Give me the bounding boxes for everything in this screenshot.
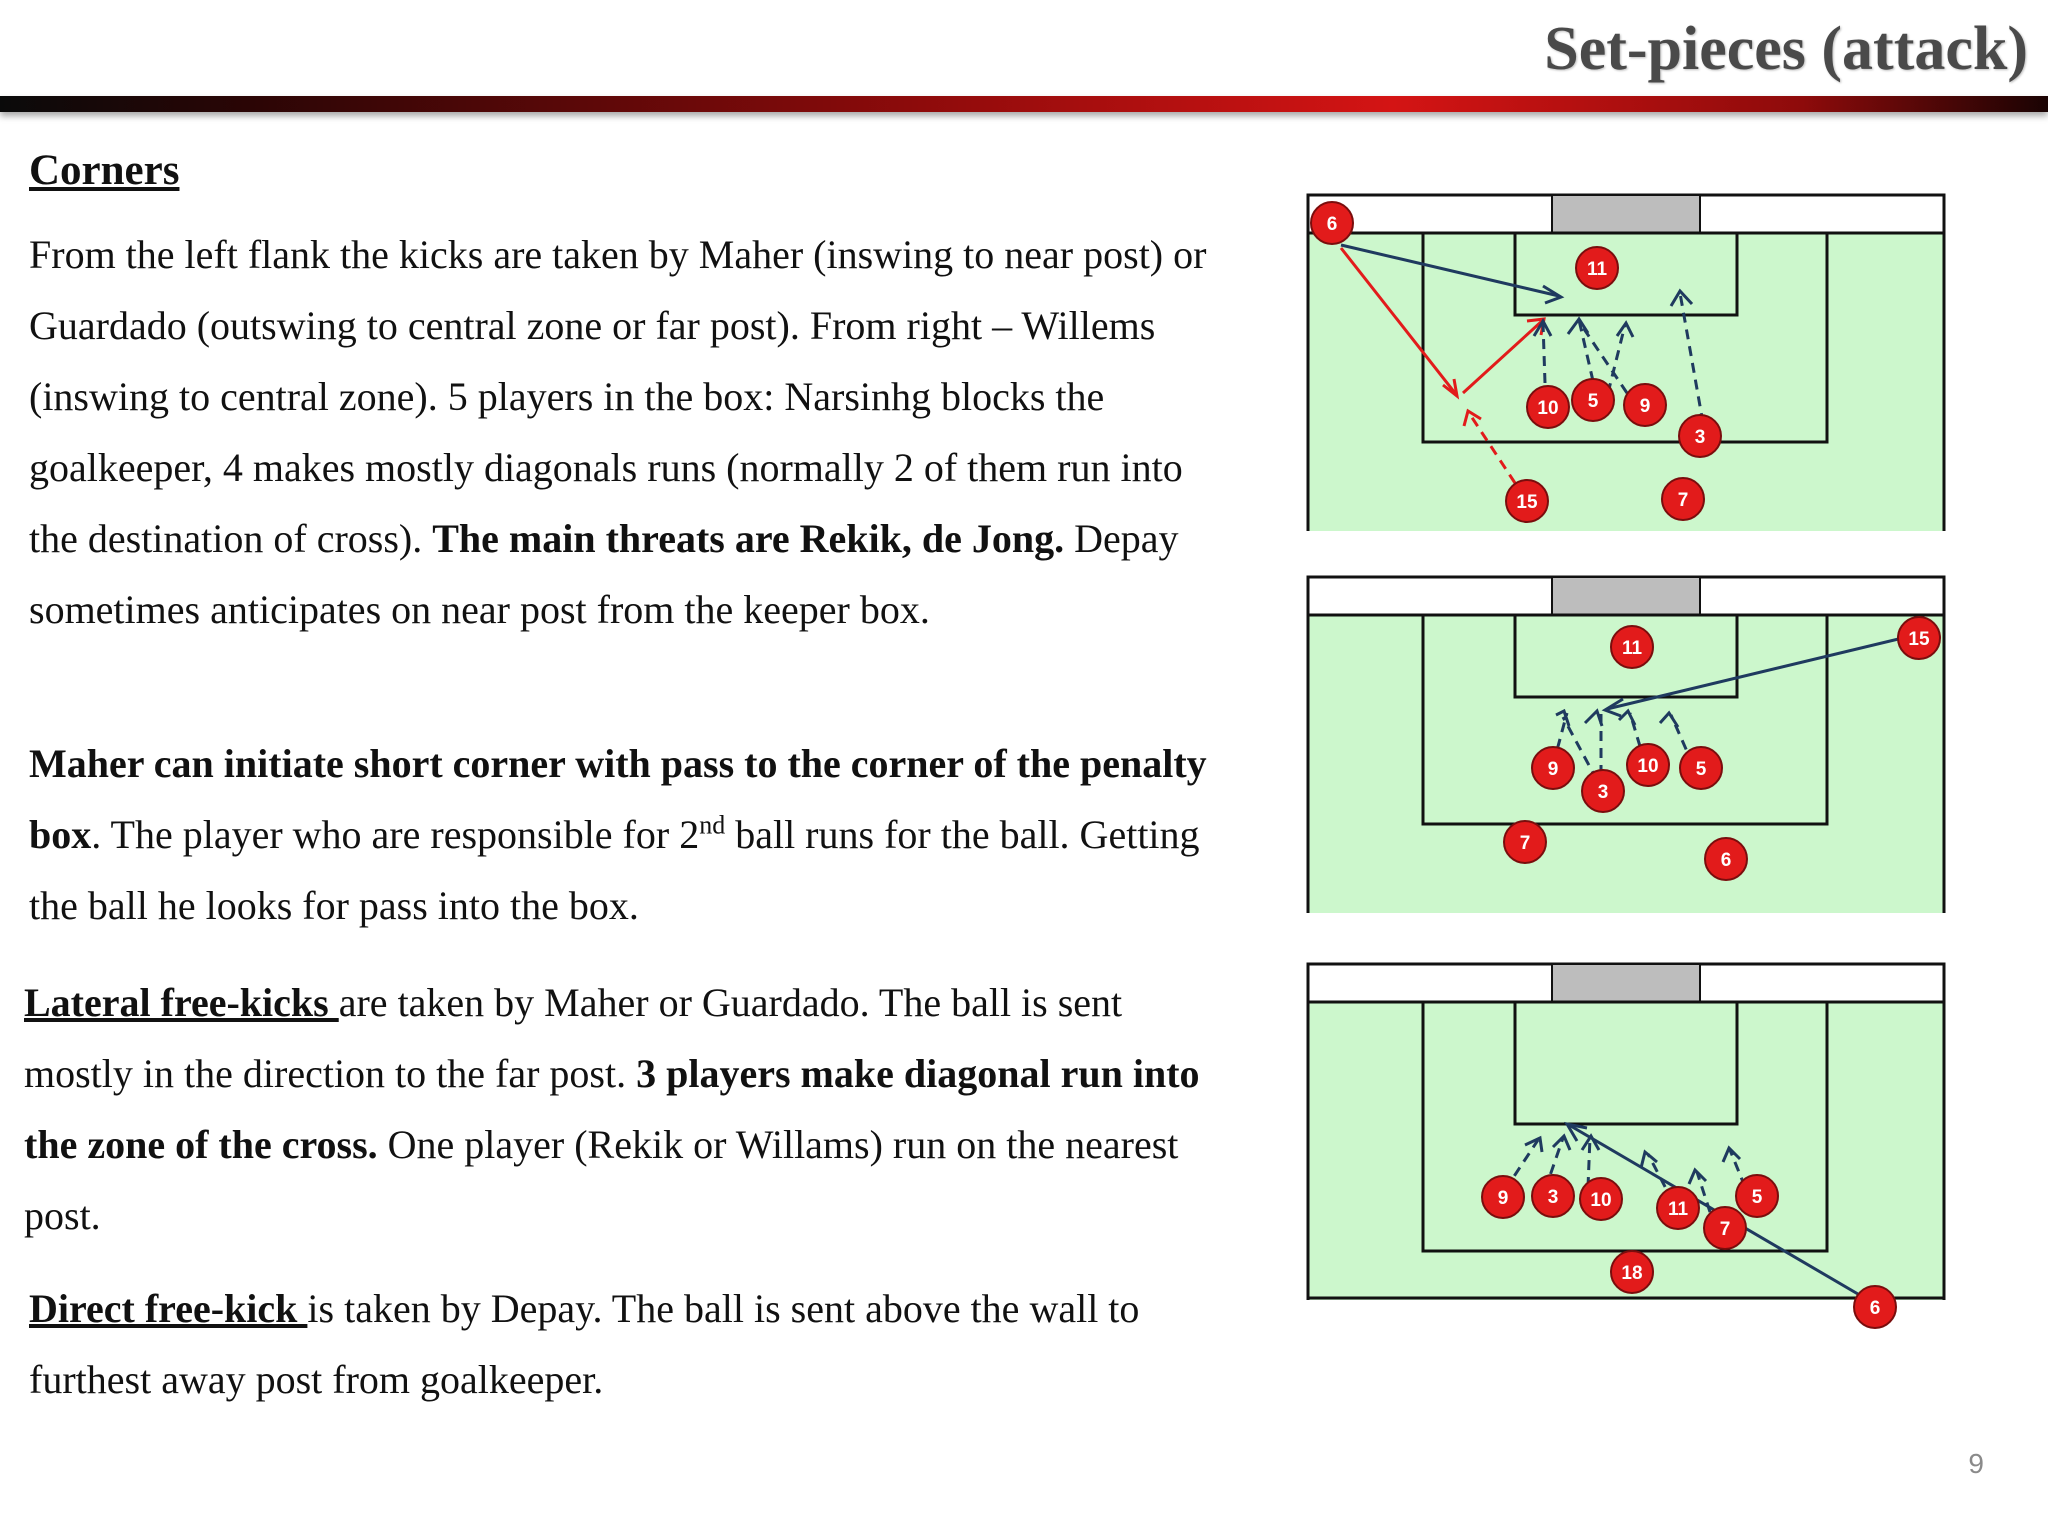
corner-from-left-svg <box>1305 193 1945 531</box>
corner-from-right-svg <box>1305 575 1945 913</box>
svg-text:7: 7 <box>1719 1219 1731 1240</box>
svg-text:5: 5 <box>1751 1187 1763 1208</box>
lateral-free-kick-paragraph <box>24 967 1224 1251</box>
lateral-text-2: One player (Rekik or Willams) run on the nearest post. <box>24 1122 1179 1238</box>
player-marker <box>1532 1175 1574 1217</box>
svg-text:3: 3 <box>1547 1187 1559 1208</box>
short-corner-superscript: nd <box>699 810 726 840</box>
svg-text:10: 10 <box>1537 398 1559 419</box>
svg-text:9: 9 <box>1497 1188 1509 1209</box>
corner-from-right-diagram <box>1305 575 1945 913</box>
svg-text:11: 11 <box>1667 1199 1689 1220</box>
player-marker <box>1624 384 1666 426</box>
lateral-free-kick-heading: Lateral free-kicks <box>24 980 339 1025</box>
svg-text:6: 6 <box>1869 1298 1881 1319</box>
corners-text-1: From the left flank the kicks are taken by Maher (inswing to near post) or Guardado (outswing to central zone or far post). From right – Willems (inswing to central zone). 5 players in the box: Narsinhg blocks the goalkeeper, 4 makes mostly diagonals runs (normally 2 of them run into the destination of cross). <box>29 232 1207 561</box>
svg-text:5: 5 <box>1695 759 1707 780</box>
player-marker <box>1527 386 1569 428</box>
player-marker <box>1580 1178 1622 1220</box>
player-marker <box>1311 202 1353 244</box>
page-number: 9 <box>1968 1448 1984 1479</box>
direct-free-kick-heading: Direct free-kick <box>29 1286 308 1331</box>
goal <box>1552 577 1700 615</box>
svg-text:6: 6 <box>1326 214 1338 235</box>
player-marker <box>1504 821 1546 863</box>
corners-paragraph <box>29 219 1239 645</box>
lateral-bold: 3 players make diagonal run into the zone of the cross. <box>24 1051 1200 1167</box>
short-corner-text-1: . The player who are responsible for 2 <box>91 812 700 857</box>
lateral-text-1: are taken by Maher or Guardado. The ball is sent mostly in the direction to the far post. <box>24 980 1123 1096</box>
short-corner-text-2: ball runs for the ball. Getting the ball he looks for pass into the box. <box>29 812 1200 928</box>
player-marker <box>1627 744 1669 786</box>
title-divider-bar <box>0 96 2048 112</box>
player-marker <box>1482 1176 1524 1218</box>
short-corner-paragraph <box>29 728 1209 941</box>
svg-text:3: 3 <box>1597 782 1609 803</box>
svg-text:10: 10 <box>1637 756 1659 777</box>
pitch-area <box>1308 233 1944 531</box>
corners-text-2: Depay sometimes anticipates on near post from the keeper box. <box>29 516 1179 632</box>
player-marker <box>1532 747 1574 789</box>
player-marker <box>1680 747 1722 789</box>
player-marker <box>1854 1286 1896 1328</box>
player-marker <box>1705 838 1747 880</box>
svg-text:3: 3 <box>1694 427 1706 448</box>
player-marker <box>1736 1175 1778 1217</box>
svg-text:9: 9 <box>1547 759 1559 780</box>
goal <box>1552 964 1700 1002</box>
svg-text:15: 15 <box>1908 629 1930 650</box>
svg-text:10: 10 <box>1590 1190 1612 1211</box>
svg-text:9: 9 <box>1639 396 1651 417</box>
slide-title: Set-pieces (attack) <box>1544 15 2028 83</box>
svg-text:7: 7 <box>1677 490 1689 511</box>
player-marker <box>1611 1251 1653 1293</box>
corners-heading: Corners <box>29 147 180 194</box>
goal <box>1552 195 1700 233</box>
player-marker <box>1657 1187 1699 1229</box>
player-marker <box>1582 770 1624 812</box>
player-marker <box>1704 1207 1746 1249</box>
direct-free-kick-paragraph <box>29 1273 1209 1415</box>
player-marker <box>1611 626 1653 668</box>
player-marker <box>1679 415 1721 457</box>
lateral-free-kick-diagram <box>1305 962 1945 1319</box>
lateral-free-kick-svg <box>1305 962 1945 1319</box>
player-marker <box>1576 247 1618 289</box>
player-marker <box>1662 478 1704 520</box>
corner-from-left-diagram <box>1305 193 1945 531</box>
svg-text:6: 6 <box>1720 850 1732 871</box>
svg-text:18: 18 <box>1621 1263 1643 1284</box>
svg-text:11: 11 <box>1621 638 1643 659</box>
svg-text:11: 11 <box>1586 259 1608 280</box>
player-marker <box>1572 379 1614 421</box>
player-marker <box>1898 617 1940 659</box>
player-marker <box>1506 480 1548 522</box>
short-corner-bold: Maher can initiate short corner with pass to the corner of the penalty box <box>29 741 1207 857</box>
svg-text:5: 5 <box>1587 391 1599 412</box>
svg-text:15: 15 <box>1516 492 1538 513</box>
direct-text: is taken by Depay. The ball is sent above the wall to furthest away post from goalkeeper. <box>29 1286 1140 1402</box>
svg-text:7: 7 <box>1519 833 1531 854</box>
corners-main-threats: The main threats are Rekik, de Jong. <box>432 516 1065 561</box>
